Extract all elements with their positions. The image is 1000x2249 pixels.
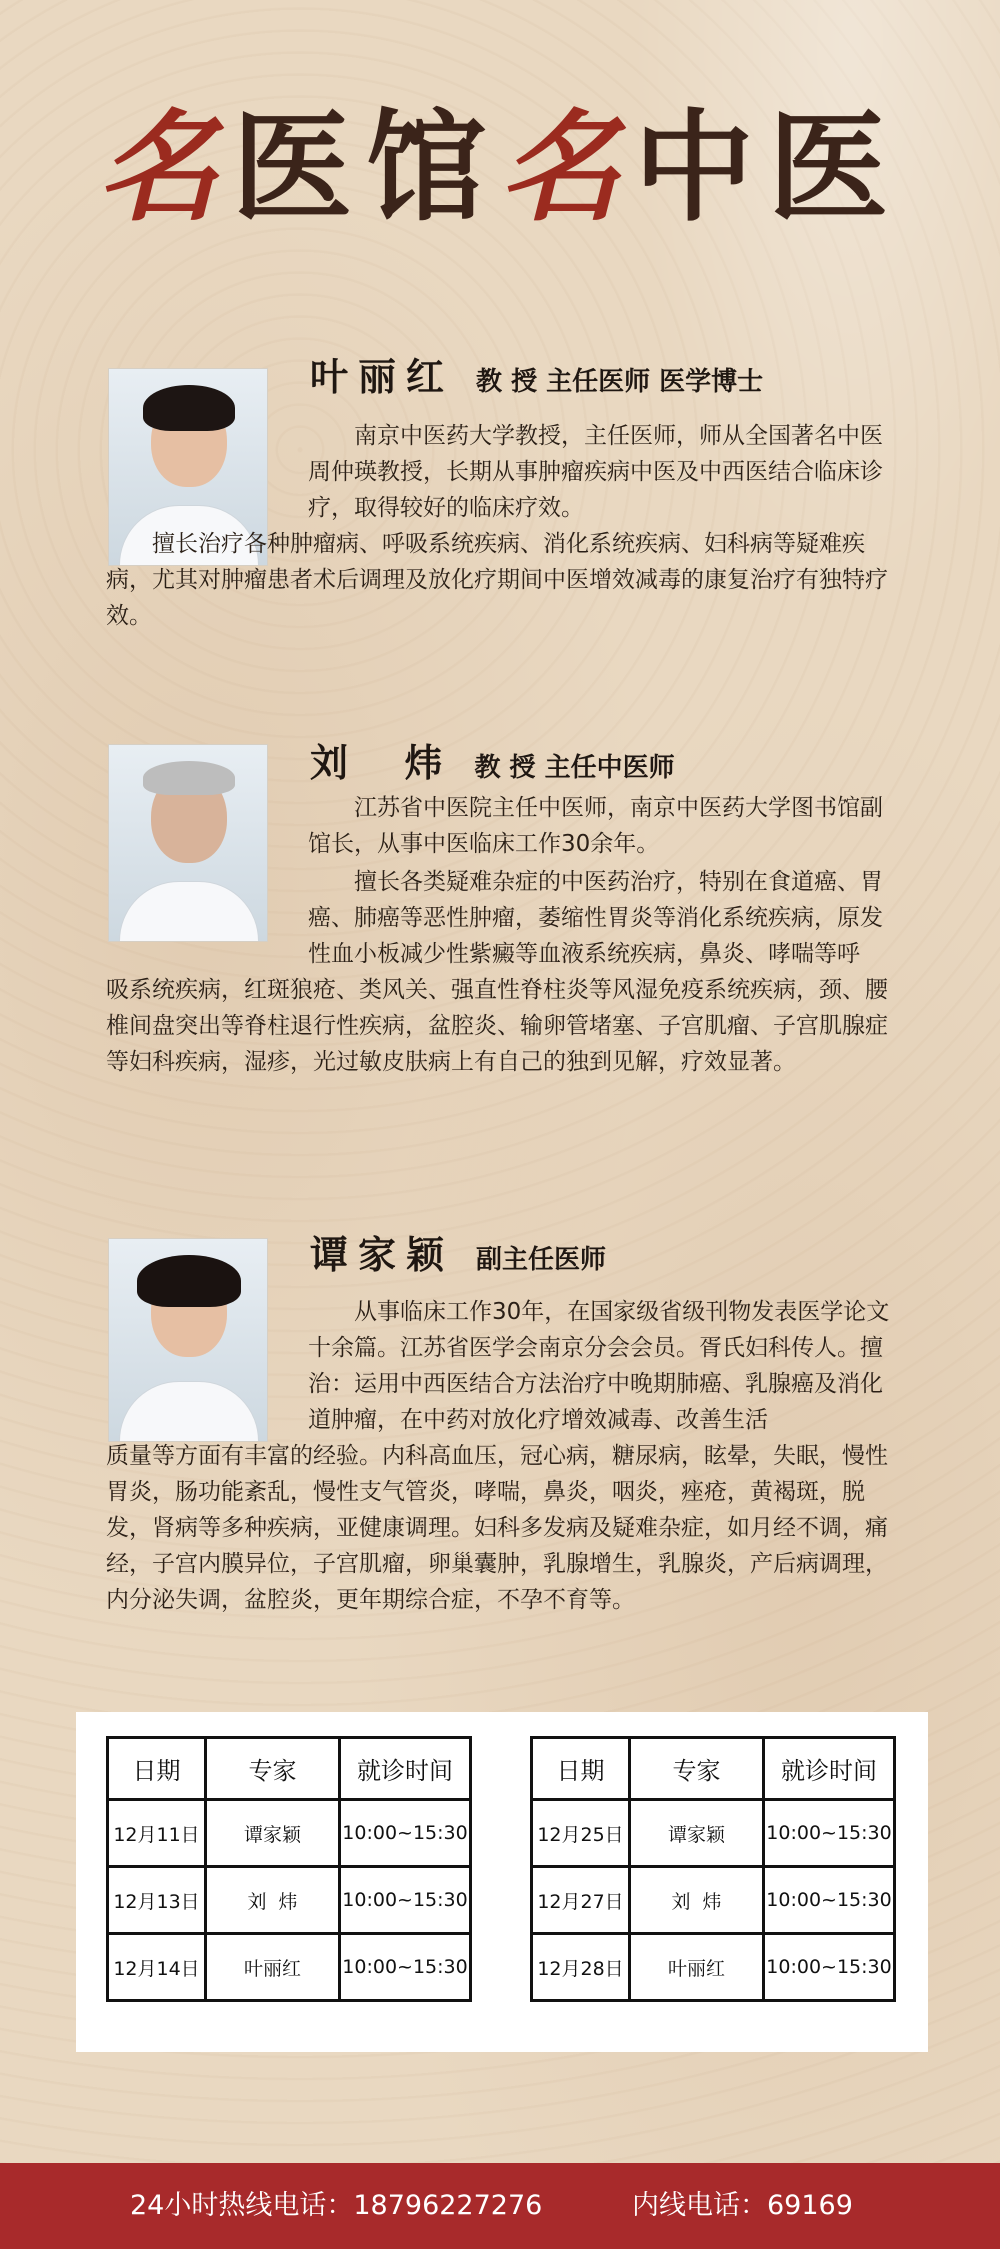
- time-cell: 10:00~15:30: [764, 1800, 895, 1867]
- column-header: 日期: [108, 1738, 206, 1800]
- doctor-name: 刘 炜: [310, 741, 453, 785]
- doctor-bio-continued: [106, 1438, 900, 1618]
- date-cell: 12月27日: [532, 1867, 630, 1934]
- schedule-table-right: [530, 1736, 896, 2002]
- title-char: 医: [232, 97, 366, 238]
- table-row: [532, 1934, 895, 2001]
- bio-paragraph: 从事临床工作30年，在国家级省级刊物发表医学论文十余篇。江苏省医学会南京分会会员。胥氏妇科传人。擅治：运用中西医结合方法治疗中晚期肺癌、乳腺癌及消化道肿瘤，在中药对放化疗增效减毒、改善生活: [308, 1299, 890, 1433]
- doctor-cell: 叶丽红: [630, 1934, 764, 2001]
- column-header: 就诊时间: [764, 1738, 895, 1800]
- table-row: [108, 1800, 471, 1867]
- table-header-row: [108, 1738, 471, 1800]
- schedule-panel: [76, 1712, 928, 2052]
- doctor-cell: 谭家颖: [206, 1800, 340, 1867]
- doctor-titles: 教 授 主任医师 医学博士: [476, 367, 764, 397]
- doctor-bio: [308, 864, 900, 972]
- date-cell: 12月14日: [108, 1934, 206, 2001]
- column-header: 专家: [206, 1738, 340, 1800]
- doctor-bio: [308, 1294, 900, 1438]
- doctor-cell: 刘 炜: [630, 1867, 764, 1934]
- table-row: [532, 1867, 895, 1934]
- bio-paragraph: 吸系统疾病，红斑狼疮、类风关、强直性脊柱炎等风湿免疫系统疾病，颈、腰椎间盘突出等脊柱退行性疾病，盆腔炎、输卵管堵塞、子宫肌瘤、子宫肌腺症等妇科疾病，湿疹，光过敏皮肤病上有自己的独到见解，疗效显著。: [106, 977, 888, 1075]
- column-header: 日期: [532, 1738, 630, 1800]
- time-cell: 10:00~15:30: [340, 1934, 471, 2001]
- date-cell: 12月28日: [532, 1934, 630, 2001]
- hotline-text: 24小时热线电话：18796227276: [130, 2190, 543, 2221]
- title-char: 名: [98, 97, 232, 238]
- bio-paragraph: 江苏省中医院主任中医师，南京中医药大学图书馆副馆长，从事中医临床工作30余年。: [308, 795, 883, 857]
- doctor-bio: [106, 526, 900, 634]
- title-char: 馆: [366, 97, 500, 238]
- bio-paragraph: 质量等方面有丰富的经验。内科高血压，冠心病，糖尿病，眩晕，失眠，慢性胃炎，肠功能紊乱，慢性支气管炎，哮喘，鼻炎，咽炎，痤疮，黄褐斑，脱发，肾病等多种疾病，亚健康调理。妇科多发病及疑难杂症，如月经不调，痛经，子宫内膜异位，子宫肌瘤，卵巢囊肿，乳腺增生，乳腺炎，产后病调理，内分泌失调，盆腔炎，更年期综合症，不孕不育等。: [106, 1443, 888, 1613]
- doctor-bio-continued: [106, 972, 900, 1080]
- column-header: 就诊时间: [340, 1738, 471, 1800]
- doctor-heading: [310, 346, 763, 401]
- doctor-cell: 刘 炜: [206, 1867, 340, 1934]
- doctor-heading: [310, 1224, 606, 1279]
- bio-paragraph: 擅长治疗各种肿瘤病、呼吸系统疾病、消化系统疾病、妇科病等疑难疾病，尤其对肿瘤患者术后调理及放化疗期间中医增效减毒的康复治疗有独特疗效。: [106, 531, 888, 629]
- title-char: 名: [500, 97, 634, 238]
- doctor-bio: [308, 418, 900, 526]
- column-header: 专家: [630, 1738, 764, 1800]
- doctor-titles: 教 授 主任中医师: [474, 753, 675, 783]
- doctor-photo-liu-wei: [108, 744, 268, 942]
- bio-paragraph: 擅长各类疑难杂症的中医药治疗，特别在食道癌、胃癌、肺癌等恶性肿瘤，萎缩性胃炎等消化系统疾病，原发性血小板减少性紫癜等血液系统疾病，鼻炎、哮喘等呼: [308, 869, 883, 967]
- bio-paragraph: 南京中医药大学教授，主任医师，师从全国著名中医周仲瑛教授，长期从事肿瘤疾病中医及中西医结合临床诊疗，取得较好的临床疗效。: [308, 423, 883, 521]
- table-row: [108, 1934, 471, 2001]
- page-title: [0, 88, 1000, 248]
- doctor-name: 谭家颖: [310, 1233, 455, 1277]
- doctor-cell: 谭家颖: [630, 1800, 764, 1867]
- doctor-titles: 副主任医师: [476, 1245, 607, 1275]
- time-cell: 10:00~15:30: [764, 1867, 895, 1934]
- table-header-row: [532, 1738, 895, 1800]
- time-cell: 10:00~15:30: [340, 1867, 471, 1934]
- schedule-table-left: [106, 1736, 472, 2002]
- date-cell: 12月11日: [108, 1800, 206, 1867]
- doctor-heading: [310, 732, 675, 787]
- doctor-photo-tan-jiaying: [108, 1238, 268, 1442]
- table-row: [532, 1800, 895, 1867]
- doctor-cell: 叶丽红: [206, 1934, 340, 2001]
- title-char: 中: [634, 97, 768, 238]
- title-char: 医: [768, 97, 902, 238]
- time-cell: 10:00~15:30: [340, 1800, 471, 1867]
- internal-line-text: 内线电话：69169: [632, 2190, 853, 2221]
- doctor-name: 叶丽红: [310, 355, 455, 399]
- time-cell: 10:00~15:30: [764, 1934, 895, 2001]
- table-row: [108, 1867, 471, 1934]
- date-cell: 12月13日: [108, 1867, 206, 1934]
- footer-bar: [0, 2163, 1000, 2249]
- date-cell: 12月25日: [532, 1800, 630, 1867]
- doctor-bio: [308, 790, 900, 862]
